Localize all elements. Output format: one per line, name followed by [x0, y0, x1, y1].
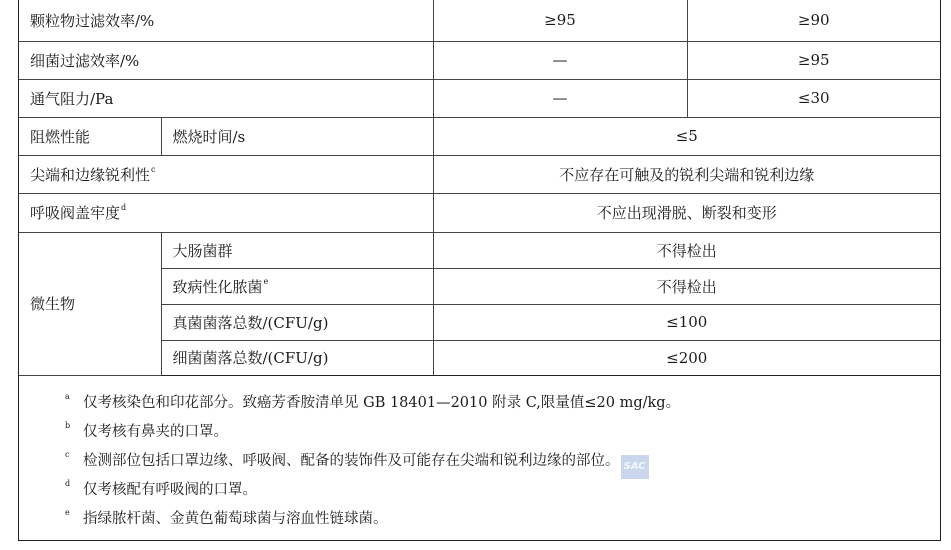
cell-value-grade-1: ≥95 — [433, 0, 687, 41]
table-row-bacterial-filtration — [19, 41, 940, 79]
footnote-item — [65, 449, 649, 479]
cell-value: 不得检出 — [433, 232, 940, 268]
table-row-flame-retardance — [19, 117, 940, 155]
cell-value-grade-2: ≥95 — [687, 41, 940, 79]
table-row-particle-filtration — [19, 0, 940, 41]
cell-value-grade-2: ≤30 — [687, 79, 940, 117]
cell-value: ≤5 — [433, 117, 940, 155]
footnote-text: 检测部位包括口罩边缘、呼吸阀、配备的装饰件及可能存在尖端和锐利边缘的部位。 — [83, 453, 620, 469]
row-label: 阻燃性能 — [19, 117, 161, 155]
footnote-mark: b — [65, 421, 71, 430]
footnote-mark: c — [151, 164, 156, 174]
footnote-text: 指绿脓杆菌、金黄色葡萄球菌与溶血性链球菌。 — [83, 511, 388, 527]
row-label-cell — [19, 193, 433, 232]
footnote-text: 仅考核有鼻夹的口罩。 — [83, 424, 228, 440]
row-label: 通气阻力/Pa — [19, 79, 433, 117]
row-sublabel: 细菌菌落总数/(CFU/g) — [161, 340, 433, 375]
cell-value-grade-1: — — [433, 79, 687, 117]
row-sublabel: 真菌菌落总数/(CFU/g) — [161, 304, 433, 340]
cell-value-grade-1: — — [433, 41, 687, 79]
standard-document — [18, 0, 941, 541]
row-label: 尖端和边缘锐利性 — [30, 165, 151, 184]
footnote-mark: e — [263, 276, 269, 286]
footnote-mark: d — [65, 479, 71, 488]
row-sublabel-cell — [161, 268, 433, 304]
cell-value: 不应出现滑脱、断裂和变形 — [433, 193, 940, 232]
footnote-text: 仅考核配有呼吸阀的口罩。 — [83, 482, 257, 498]
row-label: 颗粒物过滤效率/% — [19, 0, 433, 41]
footnote-item — [65, 420, 228, 441]
row-label: 微生物 — [19, 232, 161, 375]
row-label: 呼吸阀盖牢度 — [30, 204, 121, 222]
footnote-item — [65, 507, 388, 528]
table-row-sharp-edges — [19, 155, 940, 193]
cell-value: 不得检出 — [433, 268, 940, 304]
footnote-mark: a — [65, 392, 70, 401]
footnote-text: 仅考核染色和印花部分。致癌芳香胺清单见 GB 18401—2010 附录 C,限量值≤20 mg/kg。 — [83, 395, 681, 411]
cell-value: ≤200 — [433, 340, 940, 375]
sac-logo-icon: SAC — [621, 455, 649, 479]
table-row-air-resistance — [19, 79, 940, 117]
table-row-coliform — [19, 232, 940, 268]
footnote-item — [65, 391, 680, 412]
table-row-valve-firmness — [19, 193, 940, 232]
footnote-mark: d — [121, 203, 127, 212]
requirements-table — [19, 0, 940, 376]
row-label-cell — [19, 155, 433, 193]
cell-value: 不应存在可触及的锐利尖端和锐利边缘 — [433, 155, 940, 193]
row-sublabel: 燃烧时间/s — [161, 117, 433, 155]
row-label: 细菌过滤效率/% — [19, 41, 433, 79]
cell-value: ≤100 — [433, 304, 940, 340]
footnote-mark: c — [65, 450, 70, 459]
row-sublabel: 致病性化脓菌 — [172, 277, 263, 296]
footnote-mark: e — [65, 508, 70, 517]
footnote-item — [65, 478, 257, 499]
row-sublabel: 大肠菌群 — [161, 232, 433, 268]
cell-value-grade-2: ≥90 — [687, 0, 940, 41]
